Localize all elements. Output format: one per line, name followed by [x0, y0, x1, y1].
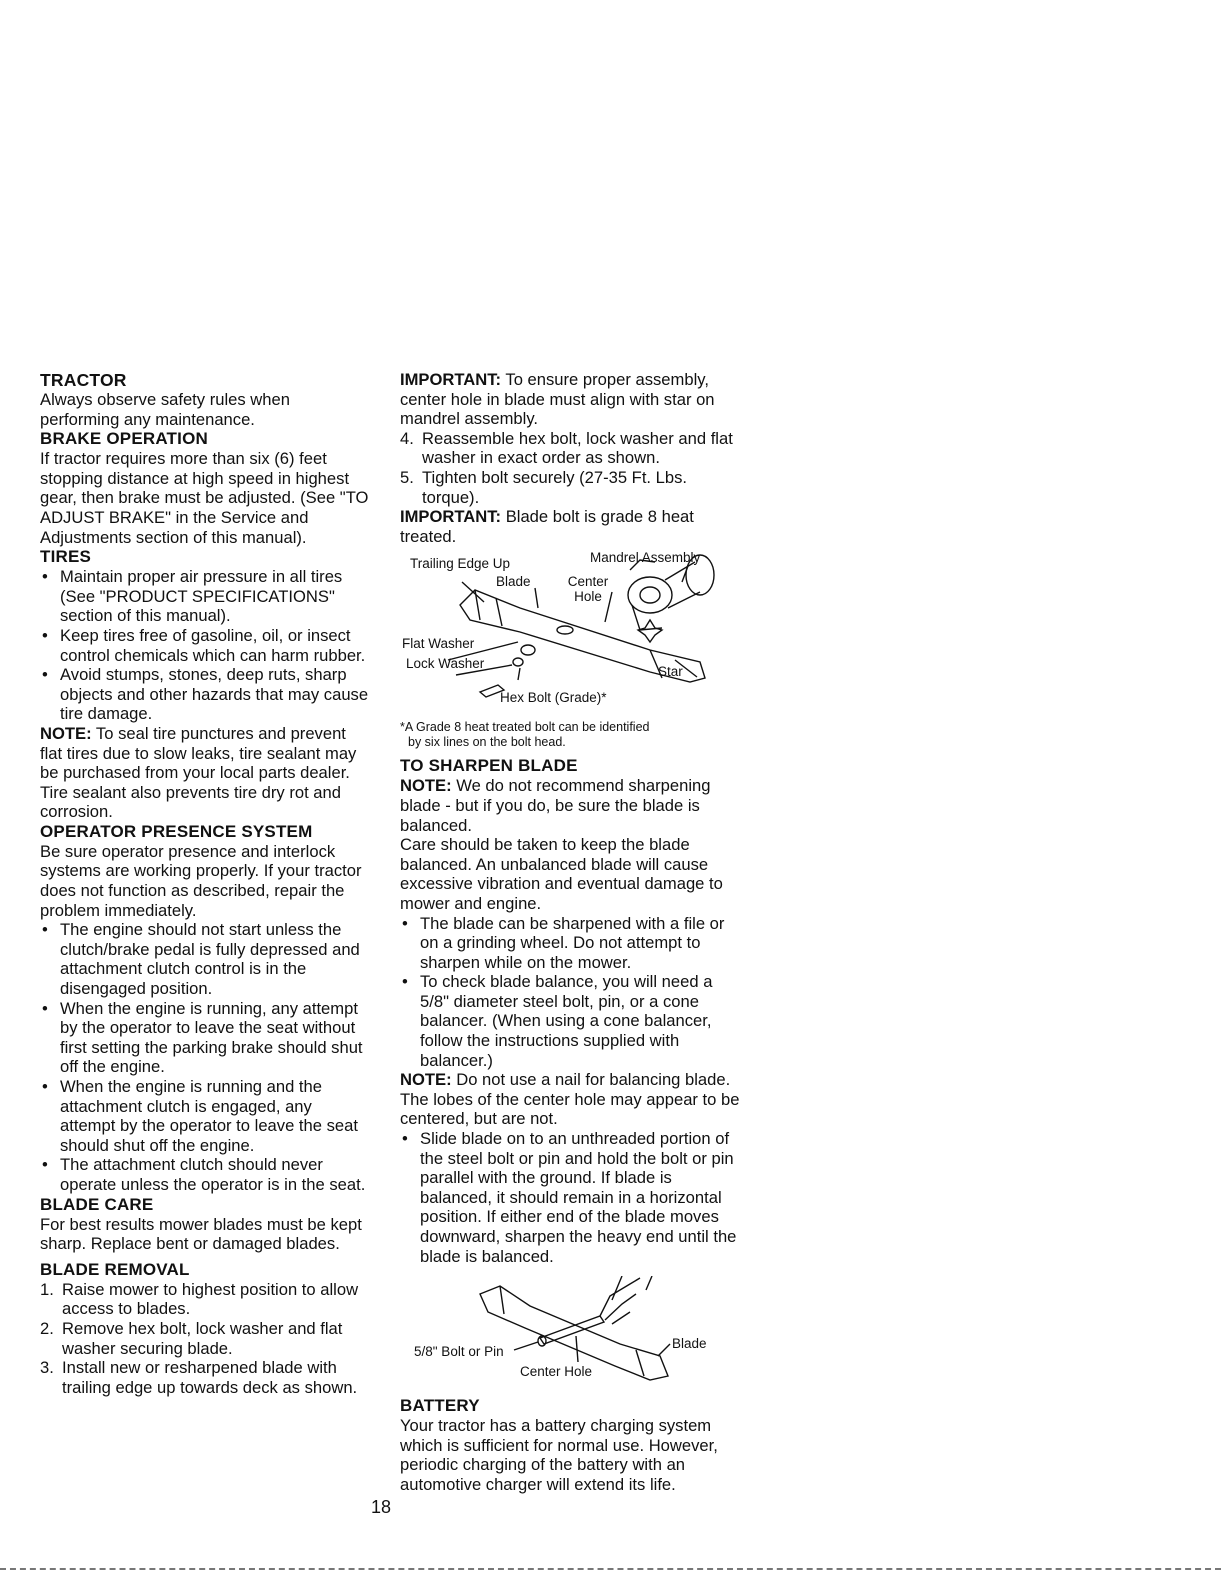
left-column — [40, 370, 370, 1397]
list-item: • The attachment clutch should never operate unless the operator is in the seat. — [40, 1155, 370, 1194]
label-blade: Blade — [672, 1336, 707, 1352]
blade-care-text: For best results mower blades must be kept sharp. Replace bent or damaged blades. — [40, 1214, 362, 1254]
tractor-heading: TRACTOR — [40, 370, 127, 390]
brake-operation-text: If tractor requires more than six (6) feet stopping distance at high speed in highest gear, then brake must be adjusted. (See "TO ADJUST BRAKE" in the Service and Adjustments section of this manual). — [40, 449, 369, 547]
operator-presence-heading: OPERATOR PRESENCE SYSTEM — [40, 821, 313, 841]
label-trailing-edge-up: Trailing Edge Up — [410, 556, 511, 572]
tractor-text: Always observe safety rules when performing any maintenance. — [40, 390, 290, 429]
operator-presence-list — [40, 920, 370, 1194]
list-item: 3. Install new or resharpened blade with trailing edge up towards deck as shown. — [40, 1358, 358, 1397]
label-hex-bolt: Hex Bolt (Grade)* — [500, 690, 607, 706]
list-item: • Slide blade on to an unthreaded portion of the steel bolt or pin and hold the bolt or pin parallel with the ground. If blade is balanced, it should remain in a horizontal position. If either end of the blade moves downward, sharpen the heavy end until the blade is balanced. — [400, 1129, 745, 1266]
important-assembly-note: IMPORTANT: To ensure proper assembly, center hole in blade must align with star on mandrel assembly. — [400, 370, 715, 429]
important-label: IMPORTANT: — [400, 370, 502, 389]
blade-removal-steps — [40, 1280, 370, 1398]
label-star: Star — [658, 664, 683, 680]
list-item: • When the engine is running and the attachment clutch is engaged, any attempt by the operator to leave the seat should shut off the engine. — [40, 1077, 370, 1155]
list-item: 4. Reassemble hex bolt, lock washer and flat washer in exact order as shown. — [400, 428, 733, 468]
label-center-hole: Center Hole — [567, 574, 609, 605]
blade-removal-heading: BLADE REMOVAL — [40, 1259, 190, 1279]
blade-balance-figure — [400, 1276, 745, 1396]
label-mandrel-assembly: Mandrel Assembly — [590, 550, 701, 566]
brake-operation-heading: BRAKE OPERATION — [40, 429, 208, 449]
sharpen-note: NOTE: We do not recommend sharpening blade - but if you do, be sure the blade is balanced. — [400, 776, 711, 835]
list-item: • To check blade balance, you will need a 5/8" diameter steel bolt, pin, or a cone balancer. (When using a cone balancer, follow the instructions supplied with balancer.) — [400, 972, 745, 1070]
list-item: • When the engine is running, any attempt by the operator to leave the seat without first setting the parking brake should shut off the engine. — [40, 999, 370, 1077]
label-lock-washer: Lock Washer — [406, 656, 485, 672]
list-item: • Avoid stumps, stones, deep ruts, sharp objects and other hazards that may cause tire damage. — [40, 665, 370, 724]
list-item: • The blade can be sharpened with a file or on a grinding wheel. Do not attempt to sharpen while on the mower. — [400, 914, 745, 973]
label-center-hole: Center Hole — [520, 1364, 593, 1380]
tires-list — [40, 567, 370, 724]
blade-assembly-figure — [400, 550, 745, 718]
list-item: 1. Raise mower to highest position to allow access to blades. — [40, 1279, 359, 1319]
label-bolt-or-pin: 5/8" Bolt or Pin — [414, 1344, 504, 1360]
sharpen-list — [400, 914, 745, 1071]
balance-list — [400, 1129, 745, 1266]
label-blade: Blade — [496, 574, 531, 590]
list-item: • The engine should not start unless the clutch/brake pedal is fully depressed and attachment clutch control is in the disengaged position. — [40, 920, 370, 998]
tire-sealant-note — [40, 724, 370, 822]
battery-heading: BATTERY — [400, 1396, 480, 1416]
tires-heading: TIRES — [40, 547, 92, 567]
operator-presence-text: Be sure operator presence and interlock systems are working properly. If your tractor does not function as described, repair the problem immediately. — [40, 841, 362, 920]
right-column — [400, 370, 745, 1495]
note-label: NOTE: — [400, 776, 452, 796]
label-flat-washer: Flat Washer — [402, 636, 475, 652]
grade-8-footnote: *A Grade 8 heat treated bolt can be identified by six lines on the bolt head. — [400, 720, 650, 750]
note-text: To seal tire punctures and prevent flat tires due to slow leaks, tire sealant may be purchased from your local parts dealer. Tire sealant also prevents tire dry rot and corrosion. — [40, 723, 357, 822]
list-item: 2. Remove hex bolt, lock washer and flat washer securing blade. — [40, 1318, 343, 1358]
list-item: • Keep tires free of gasoline, oil, or insect control chemicals which can harm rubber. — [40, 626, 370, 665]
page-number: 18 — [371, 1497, 392, 1517]
sharpen-blade-heading: TO SHARPEN BLADE — [400, 756, 578, 776]
note-label: NOTE: — [40, 723, 92, 743]
note-label: NOTE: — [400, 1070, 452, 1090]
important-label: IMPORTANT: — [400, 507, 502, 527]
list-item: 5. Tighten bolt securely (27-35 Ft. Lbs. torque). — [400, 467, 688, 507]
important-bolt-note: IMPORTANT: Blade bolt is grade 8 heat treated. — [400, 507, 694, 546]
bottom-rule — [0, 1568, 1221, 1570]
sharpen-text: Care should be taken to keep the blade balanced. An unbalanced blade will cause excessive vibration and eventual damage to mower and engine. — [400, 835, 723, 913]
nail-note: NOTE: Do not use a nail for balancing blade. The lobes of the center hole may appear to be centered, but are not. — [400, 1070, 740, 1129]
battery-text: Your tractor has a battery charging system which is sufficient for normal use. However, periodic charging of the battery with an automotive charger will extend its life. — [400, 1416, 718, 1494]
list-item: • Maintain proper air pressure in all tires (See "PRODUCT SPECIFICATIONS" section of this manual). — [40, 567, 370, 626]
blade-care-heading: BLADE CARE — [40, 1194, 154, 1214]
reassembly-steps — [400, 429, 745, 507]
